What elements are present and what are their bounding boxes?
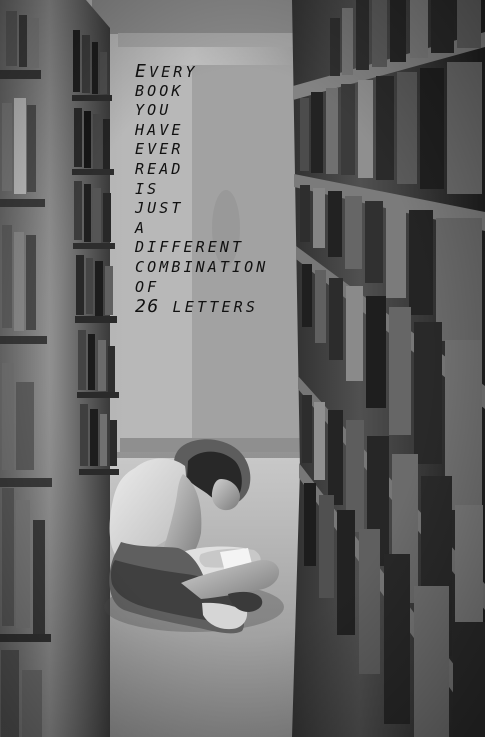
quote-line-7: IS <box>135 179 160 198</box>
overlay-quote <box>135 62 305 317</box>
quote-line-9: A <box>135 218 148 237</box>
quote-line-5: EVER <box>135 140 184 159</box>
quote-last-word: LETTERS <box>172 298 259 317</box>
quote-line-10: DIFFERENT <box>135 238 245 257</box>
quote-line-3: YOU <box>135 101 172 120</box>
quote-line-12: OF <box>135 277 160 296</box>
quote-line-1: EVERY <box>135 61 198 82</box>
quote-line-13 <box>135 297 305 317</box>
quote-line-8: JUST <box>135 199 184 218</box>
quote-line-2: BOOK <box>135 81 184 100</box>
quote-line-6: READ <box>135 159 184 178</box>
quote-line-11: COMBINATION <box>135 257 269 276</box>
quote-number: 26 <box>135 296 160 318</box>
quote-line-4: HAVE <box>135 120 184 139</box>
